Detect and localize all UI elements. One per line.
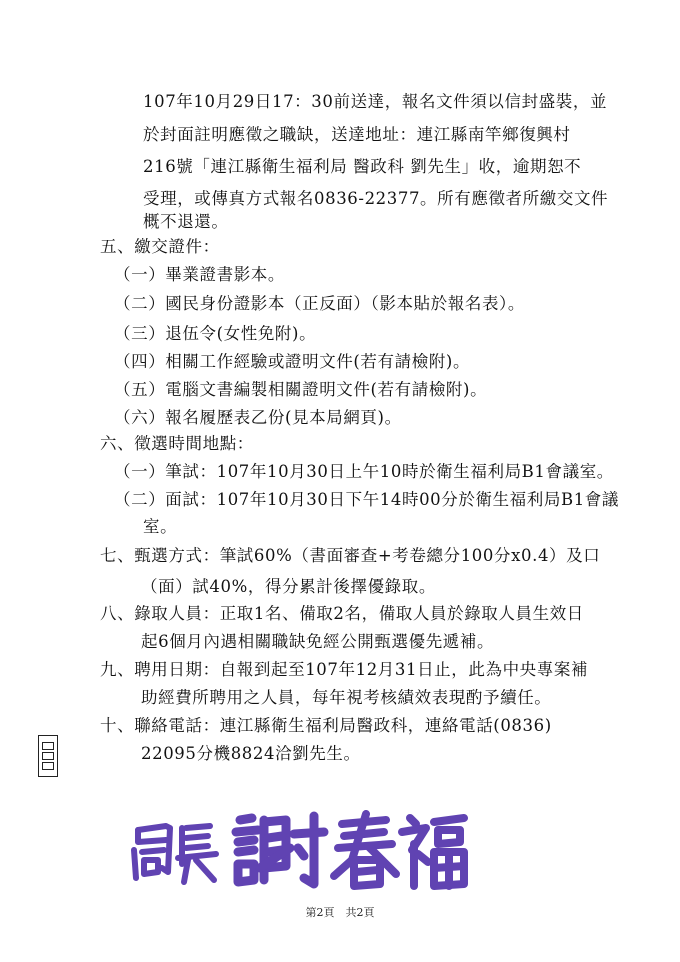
- section-8: 八、錄取人員：正取1名、備取2名，備取人員於錄取人員生效日: [100, 604, 584, 623]
- body-line: 受理，或傳真方式報名0836-22377。所有應徵者所繳交文件: [143, 189, 609, 208]
- list-item: （五）電腦文書編製相關證明文件(若有請檢附)。: [114, 380, 488, 399]
- list-item: （三）退伍令(女性免附)。: [114, 324, 317, 343]
- section-7-continuation: （面）試40%，得分累計後擇優錄取。: [141, 577, 436, 596]
- section-9: 九、聘用日期：自報到起至107年12月31日止，此為中央專案補: [100, 660, 589, 679]
- section-7: 七、甄選方式：筆試60%（書面審查+考卷總分100分x0.4）及口: [100, 546, 601, 565]
- section-10-continuation: 22095分機8824洽劉先生。: [141, 744, 361, 763]
- director-seal-icon: [130, 808, 470, 893]
- body-line: 概不退還。: [143, 212, 229, 231]
- section-10: 十、聯絡電話：連江縣衛生福利局醫政科，連絡電話(0836): [100, 716, 552, 735]
- body-line: 107年10月29日17：30前送達，報名文件須以信封盛裝，並: [143, 92, 608, 111]
- list-item: （二）國民身份證影本（正反面）（影本貼於報名表）。: [114, 294, 525, 313]
- page-number: 第2頁 共2頁: [305, 906, 375, 919]
- list-item: （六）報名履歷表乙份(見本局網頁)。: [114, 408, 402, 427]
- list-item: （二）面試：107年10月30日下午14時00分於衛生福利局B1會議: [114, 490, 619, 509]
- side-stamp-icon: [38, 735, 58, 777]
- body-line: 216號「連江縣衛生福利局 醫政科 劉先生」收，逾期恕不: [143, 157, 582, 176]
- list-item: （一）筆試：107年10月30日上午10時於衛生福利局B1會議室。: [114, 462, 614, 481]
- list-item: （四）相關工作經驗或證明文件(若有請檢附)。: [114, 352, 471, 371]
- list-item-continuation: 室。: [143, 517, 178, 536]
- section-heading-5: 五、繳交證件：: [100, 237, 220, 256]
- list-item: （一）畢業證書影本。: [114, 265, 285, 284]
- section-9-continuation: 助經費所聘用之人員，每年視考核績效表現酌予續任。: [141, 688, 552, 707]
- body-line: 於封面註明應徵之職缺，送達地址：連江縣南竿鄉復興村: [143, 125, 571, 144]
- section-heading-6: 六、徵選時間地點：: [100, 434, 254, 453]
- section-8-continuation: 起6個月內遇相關職缺免經公開甄選優先遞補。: [141, 632, 495, 651]
